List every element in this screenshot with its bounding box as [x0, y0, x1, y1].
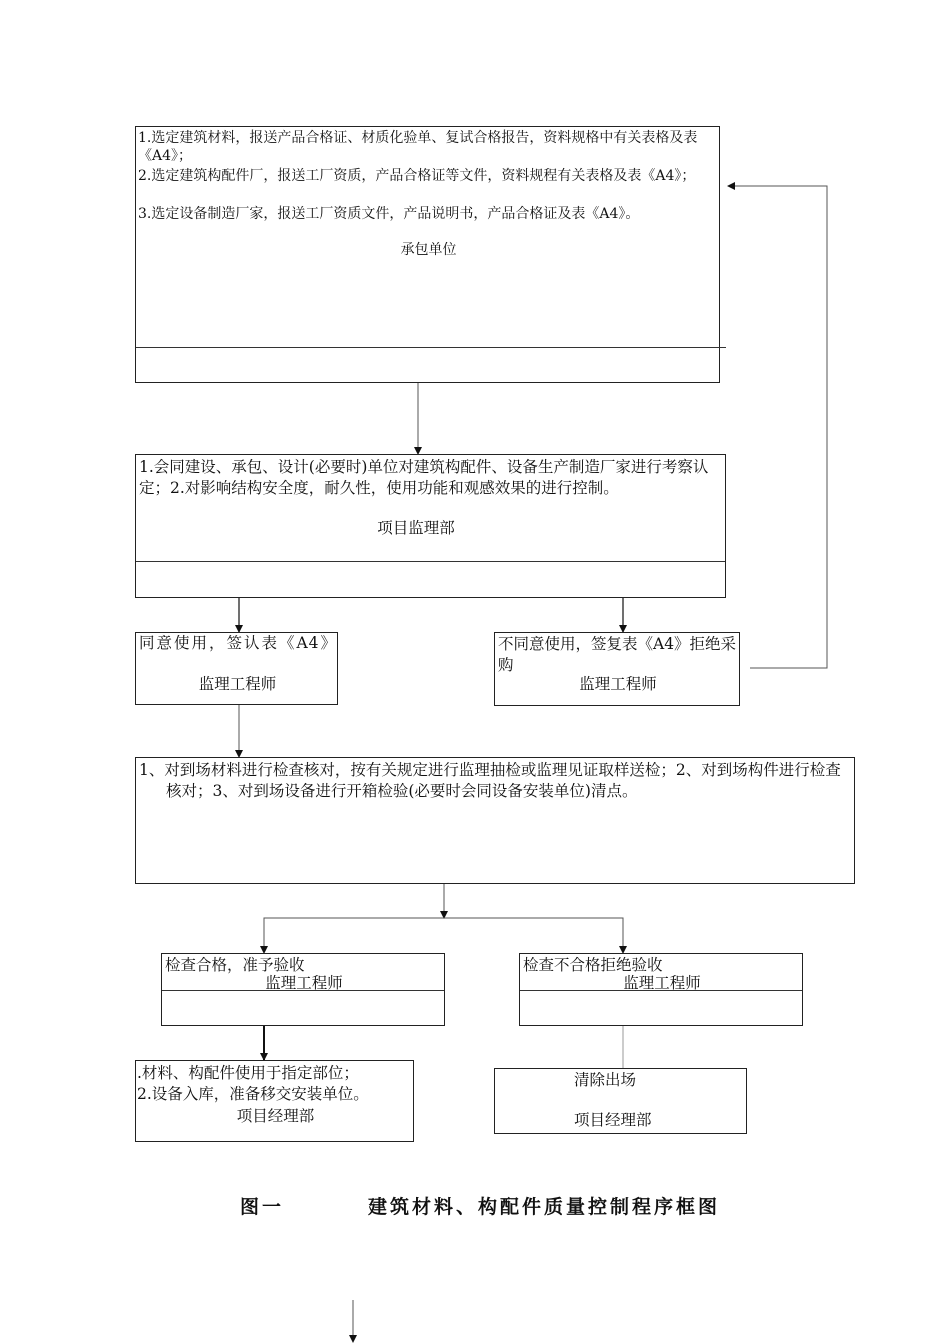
box3-text: 同意使用，签认表《A4》	[139, 634, 337, 652]
box4-unit: 监理工程师	[579, 675, 657, 693]
box8-line1: .材料、构配件使用于指定部位；	[137, 1064, 359, 1082]
box2-unit: 项目监理部	[377, 519, 455, 537]
box-check-fail	[519, 953, 803, 1026]
box1-unit: 承包单位	[400, 242, 457, 258]
box7-text: 检查不合格拒绝验收	[523, 956, 663, 974]
box-onsite-check	[135, 757, 855, 884]
box4-text: 不同意使用，签复表《A4》拒绝采购	[498, 635, 737, 674]
box-contractor-submission	[135, 126, 720, 383]
split-left-to-box6	[264, 918, 444, 953]
box7-unit: 监理工程师	[623, 974, 701, 992]
box3-unit: 监理工程师	[198, 675, 277, 693]
box-approve-use	[135, 632, 338, 705]
box7-divider	[520, 990, 802, 991]
box6-divider	[162, 990, 444, 991]
box2-divider	[136, 561, 725, 562]
box-use-designated	[135, 1060, 414, 1142]
feedback-arrow-box4-to-box1	[728, 186, 827, 668]
box-supervision-inspection	[135, 454, 726, 598]
figure-title: 建筑材料、构配件质量控制程序框图	[368, 1196, 721, 1218]
box6-text: 检查合格，准予验收	[165, 956, 305, 974]
box5-text: 1、对到场材料进行检查核对，按有关规定进行监理抽检或监理见证取样送检；2、对到场构件进行检查核对；3、对到场设备进行开箱检验(必要时会同设备安装单位)清点。	[139, 761, 841, 800]
box1-line3: 3.选定设备制造厂家，报送工厂资质文件，产品说明书，产品合格证及表《A4》。	[138, 206, 640, 222]
box-reject-use	[494, 632, 740, 706]
box9-unit: 项目经理部	[574, 1111, 652, 1129]
box-check-pass	[161, 953, 445, 1026]
box1-line1: 1.选定建筑材料，报送产品合格证、材质化验单、复试合格报告，资料规格中有关表格及表《A4》；	[138, 130, 698, 164]
box8-line2: 2.设备入库，准备移交安装单位。	[137, 1085, 369, 1103]
box9-text: 清除出场	[574, 1071, 637, 1089]
box1-divider	[136, 347, 726, 348]
box2-text: 1.会同建设、承包、设计(必要时)单位对建筑构配件、设备生产制造厂家进行考察认定；2.对影响结构安全度，耐久性，使用功能和观感效果的进行控制。	[139, 458, 709, 497]
figure-label: 图一	[240, 1196, 285, 1218]
box6-unit: 监理工程师	[265, 974, 343, 992]
box1-line2: 2.选定建筑构配件厂，报送工厂资质，产品合格证等文件，资料规程有关表格及表《A4》；	[138, 168, 696, 184]
box8-unit: 项目经理部	[236, 1107, 315, 1125]
box-remove-site	[494, 1068, 747, 1134]
split-right-to-box7	[444, 918, 623, 953]
